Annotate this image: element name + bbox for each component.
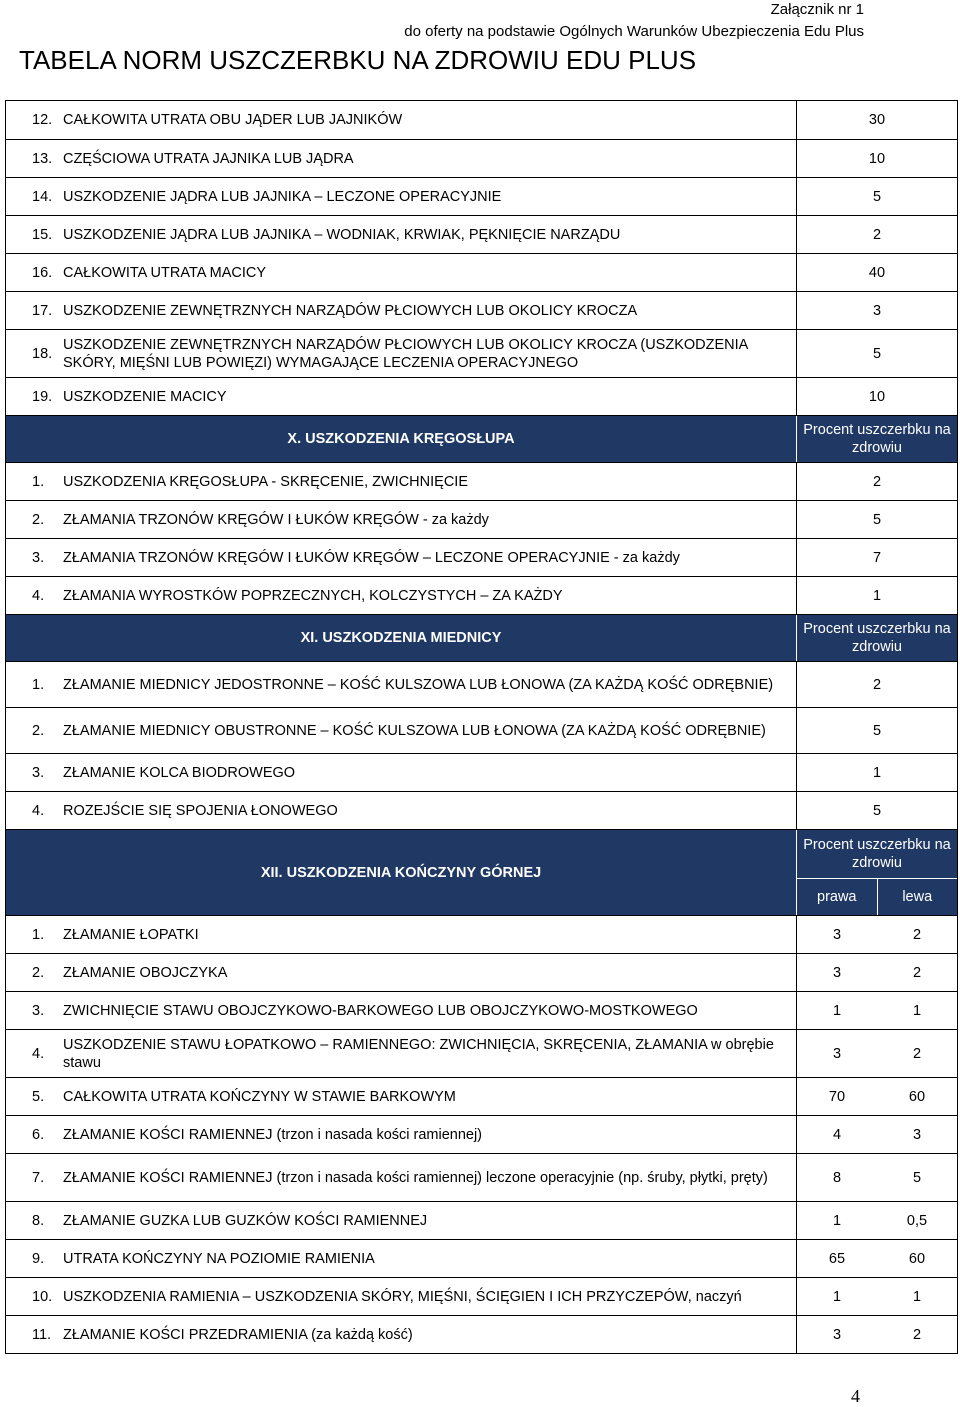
row-text: ZŁAMANIA WYROSTKÓW POPRZECZNYCH, KOLCZYSTYCH – ZA KAŻDY <box>63 587 563 604</box>
row-value <box>797 501 957 538</box>
row-number: 5. <box>32 1088 45 1105</box>
table-row <box>6 707 957 753</box>
table-row <box>6 139 957 177</box>
row-values <box>797 954 957 991</box>
row-description <box>6 992 797 1029</box>
percent-value: 3 <box>872 302 882 319</box>
left-value: 2 <box>912 1045 922 1062</box>
row-text: CAŁKOWITA UTRATA MACICY <box>63 264 267 281</box>
table-row <box>6 953 957 991</box>
row-number: 19. <box>32 388 53 405</box>
row-number: 11. <box>32 1326 52 1343</box>
row-description <box>6 140 797 177</box>
row-text: ROZEJŚCIE SIĘ SPOJENIA ŁONOWEGO <box>63 802 338 819</box>
left-value: 3 <box>912 1126 922 1143</box>
row-values <box>797 1316 957 1353</box>
row-number: 18. <box>32 345 53 362</box>
left-value: 60 <box>908 1250 926 1267</box>
left-value: 1 <box>912 1288 922 1305</box>
row-values <box>797 992 957 1029</box>
row-description <box>6 1078 797 1115</box>
row-values <box>797 1202 957 1239</box>
table-row <box>6 1077 957 1115</box>
table-row <box>6 791 957 829</box>
percent-header-label: Procent uszczerbku na zdrowiu <box>803 837 951 871</box>
right-value: 3 <box>832 964 842 981</box>
percent-value: 10 <box>868 150 886 167</box>
table-row <box>6 538 957 576</box>
left-value: 1 <box>912 1002 922 1019</box>
row-description <box>6 954 797 991</box>
left-side-label: lewa <box>902 889 933 905</box>
row-value <box>797 140 957 177</box>
table-row <box>6 1239 957 1277</box>
row-number: 4. <box>32 1045 45 1062</box>
row-description <box>6 501 797 538</box>
annex-note: do oferty na podstawie Ogólnych Warunków Ubezpieczenia Edu Plus <box>404 23 864 40</box>
table-row <box>6 661 957 707</box>
percent-header-label: Procent uszczerbku na zdrowiu <box>803 621 951 655</box>
percent-value: 5 <box>872 802 882 819</box>
row-text: ZŁAMANIE GUZKA LUB GUZKÓW KOŚCI RAMIENNEJ <box>63 1212 428 1229</box>
injury-norms-table <box>5 100 958 1354</box>
row-number: 16. <box>32 264 53 281</box>
row-text: CAŁKOWITA UTRATA KOŃCZYNY W STAWIE BARKOWYM <box>63 1088 456 1105</box>
row-value <box>797 792 957 829</box>
row-text: USZKODZENIE STAWU ŁOPATKOWO – RAMIENNEGO: ZWICHNIĘCIA, SKRĘCENIA, ZŁAMANIA w obrębie stawu <box>63 1036 774 1071</box>
percent-value: 7 <box>872 549 882 566</box>
row-text: CZĘŚCIOWA UTRATA JAJNIKA LUB JĄDRA <box>63 150 354 167</box>
row-value <box>797 330 957 377</box>
row-value <box>797 708 957 753</box>
table-row <box>6 753 957 791</box>
table-row <box>6 1315 957 1353</box>
row-value <box>797 577 957 614</box>
percent-value: 5 <box>872 511 882 528</box>
row-value <box>797 292 957 329</box>
percent-value: 30 <box>868 112 886 128</box>
section-title: XII. USZKODZENIA KOŃCZYNY GÓRNEJ <box>6 830 797 915</box>
percent-value: 5 <box>872 188 882 205</box>
row-description <box>6 216 797 253</box>
row-description <box>6 378 797 415</box>
row-text: ZŁAMANIE KOŚCI PRZEDRAMIENIA (za każdą kość) <box>63 1326 413 1343</box>
row-number: 9. <box>32 1250 45 1267</box>
row-description <box>6 1154 797 1201</box>
row-description <box>6 292 797 329</box>
row-number: 2. <box>32 964 45 981</box>
row-text: UTRATA KOŃCZYNY NA POZIOMIE RAMIENIA <box>63 1250 375 1267</box>
row-value <box>797 216 957 253</box>
row-number: 13. <box>32 150 53 167</box>
table-row <box>6 991 957 1029</box>
row-values <box>797 1154 957 1201</box>
row-number: 8. <box>32 1212 45 1229</box>
section-header-x <box>6 415 957 462</box>
row-description <box>6 792 797 829</box>
row-number: 3. <box>32 764 45 781</box>
row-text: USZKODZENIE MACICY <box>63 388 227 405</box>
table-row <box>6 1153 957 1201</box>
row-description <box>6 662 797 707</box>
row-number: 2. <box>32 722 45 739</box>
row-text: ZŁAMANIE KOŚCI RAMIENNEJ (trzon i nasada kości ramiennej) <box>63 1126 483 1143</box>
row-number: 14. <box>32 188 53 205</box>
percent-value: 2 <box>872 676 882 693</box>
percent-value: 1 <box>872 764 882 781</box>
row-text: USZKODZENIA KRĘGOSŁUPA - SKRĘCENIE, ZWICHNIĘCIE <box>63 473 468 490</box>
percent-value: 40 <box>868 264 886 281</box>
row-number: 17. <box>32 302 53 319</box>
table-row <box>6 253 957 291</box>
left-value: 2 <box>912 964 922 981</box>
table-row <box>6 215 957 253</box>
row-text: ZŁAMANIE OBOJCZYKA <box>63 964 228 981</box>
percent-column-header <box>797 830 957 915</box>
row-value <box>797 378 957 415</box>
row-description <box>6 577 797 614</box>
row-number: 12. <box>32 112 53 128</box>
row-text: ZŁAMANIE KOŚCI RAMIENNEJ (trzon i nasada kości ramiennej) leczone operacyjnie (np. śruby, płytki, pręty) <box>63 1169 768 1186</box>
table-row <box>6 177 957 215</box>
table-row <box>6 915 957 953</box>
percent-value: 10 <box>868 388 886 405</box>
row-description <box>6 1240 797 1277</box>
table-row <box>6 500 957 538</box>
section-header-xi <box>6 614 957 661</box>
row-description <box>6 754 797 791</box>
row-description <box>6 101 797 139</box>
row-number: 4. <box>32 587 45 604</box>
right-value: 3 <box>832 926 842 943</box>
percent-header-label: Procent uszczerbku na zdrowiu <box>803 422 951 456</box>
row-number: 10. <box>32 1288 53 1305</box>
annex-label: Załącznik nr 1 <box>770 1 864 18</box>
right-value: 1 <box>832 1212 842 1229</box>
row-value <box>797 254 957 291</box>
right-value: 1 <box>832 1288 842 1305</box>
row-description <box>6 708 797 753</box>
percent-value: 2 <box>872 226 882 243</box>
row-value <box>797 539 957 576</box>
row-values <box>797 1116 957 1153</box>
row-description <box>6 1116 797 1153</box>
page-number: 4 <box>851 1386 860 1406</box>
percent-column-header <box>797 615 957 661</box>
right-side-label: prawa <box>797 879 878 915</box>
left-value: 60 <box>908 1088 926 1105</box>
row-number: 3. <box>32 1002 45 1019</box>
row-values <box>797 1240 957 1277</box>
left-value: 5 <box>912 1169 922 1186</box>
row-description <box>6 1278 797 1315</box>
row-number: 4. <box>32 802 45 819</box>
row-number: 7. <box>32 1169 45 1186</box>
row-description <box>6 330 797 377</box>
row-text: USZKODZENIE JĄDRA LUB JAJNIKA – LECZONE OPERACYJNIE <box>63 188 502 205</box>
row-description <box>6 178 797 215</box>
row-text: USZKODZENIE ZEWNĘTRZNYCH NARZĄDÓW PŁCIOWYCH LUB OKOLICY KROCZA <box>63 302 638 319</box>
row-description <box>6 463 797 500</box>
row-text: USZKODZENIA RAMIENIA – USZKODZENIA SKÓRY, MIĘŚNI, ŚCIĘGIEN I ICH PRZYCZEPÓW, naczyń <box>63 1288 742 1305</box>
row-value <box>797 178 957 215</box>
page-title: TABELA NORM USZCZERBKU NA ZDROWIU EDU PLUS <box>19 45 697 75</box>
row-value <box>797 754 957 791</box>
row-number: 1. <box>32 926 45 943</box>
row-text: USZKODZENIE JĄDRA LUB JAJNIKA – WODNIAK, KRWIAK, PĘKNIĘCIE NARZĄDU <box>63 226 621 243</box>
row-description <box>6 254 797 291</box>
row-description <box>6 1030 797 1077</box>
table-row <box>6 291 957 329</box>
section-header-xii <box>6 829 957 915</box>
row-text: ZŁAMANIE ŁOPATKI <box>63 926 199 943</box>
table-row <box>6 101 957 139</box>
side-labels <box>797 878 957 915</box>
right-value: 70 <box>828 1088 846 1105</box>
row-values <box>797 916 957 953</box>
row-text: ZŁAMANIA TRZONÓW KRĘGÓW I ŁUKÓW KRĘGÓW – LECZONE OPERACYJNIE - za każdy <box>63 549 680 566</box>
row-text: USZKODZENIE ZEWNĘTRZNYCH NARZĄDÓW PŁCIOWYCH LUB OKOLICY KROCZA (USZKODZENIA SKÓRY, MIĘŚNI LUB POWIĘZI) WYMAGAJĄCE LECZENIA OPERACYJNEGO <box>63 336 748 371</box>
row-number: 6. <box>32 1126 45 1143</box>
right-value: 8 <box>832 1169 842 1186</box>
row-number: 1. <box>32 473 45 490</box>
table-row <box>6 377 957 415</box>
table-row <box>6 1115 957 1153</box>
row-text: ZŁAMANIE MIEDNICY JEDOSTRONNE – KOŚĆ KULSZOWA LUB ŁONOWA (ZA KAŻDĄ KOŚĆ ODRĘBNIE) <box>63 676 774 693</box>
table-row <box>6 462 957 500</box>
right-value: 1 <box>832 1002 842 1019</box>
row-values <box>797 1078 957 1115</box>
right-value: 3 <box>832 1326 842 1343</box>
right-value: 4 <box>832 1126 842 1143</box>
row-number: 2. <box>32 511 45 528</box>
row-text: ZŁAMANIE KOLCA BIODROWEGO <box>63 764 296 781</box>
section-title: X. USZKODZENIA KRĘGOSŁUPA <box>6 416 797 462</box>
table-row <box>6 1029 957 1077</box>
row-value <box>797 463 957 500</box>
left-value: 2 <box>912 926 922 943</box>
table-row <box>6 329 957 377</box>
row-text: ZŁAMANIA TRZONÓW KRĘGÓW I ŁUKÓW KRĘGÓW - za każdy <box>63 511 489 528</box>
percent-value: 2 <box>872 473 882 490</box>
percent-column-header <box>797 416 957 462</box>
left-value: 2 <box>912 1326 922 1343</box>
row-value <box>797 101 957 139</box>
right-value: 3 <box>832 1045 842 1062</box>
table-row <box>6 1201 957 1239</box>
percent-value: 5 <box>872 722 882 739</box>
row-number: 15. <box>32 226 53 243</box>
row-description <box>6 539 797 576</box>
table-row <box>6 1277 957 1315</box>
table-row <box>6 576 957 614</box>
row-description <box>6 916 797 953</box>
right-value: 65 <box>828 1250 846 1267</box>
section-title: XI. USZKODZENIA MIEDNICY <box>6 615 797 661</box>
row-number: 3. <box>32 549 45 566</box>
row-values <box>797 1278 957 1315</box>
row-description <box>6 1202 797 1239</box>
row-text: ZWICHNIĘCIE STAWU OBOJCZYKOWO-BARKOWEGO LUB OBOJCZYKOWO-MOSTKOWEGO <box>63 1002 698 1019</box>
row-text: ZŁAMANIE MIEDNICY OBUSTRONNE – KOŚĆ KULSZOWA LUB ŁONOWA (ZA KAŻDĄ KOŚĆ ODRĘBNIE) <box>63 722 766 739</box>
row-description <box>6 1316 797 1353</box>
row-number: 1. <box>32 676 45 693</box>
percent-value: 5 <box>872 345 882 362</box>
percent-value: 1 <box>872 587 882 604</box>
row-text: CAŁKOWITA UTRATA OBU JĄDER LUB JAJNIKÓW <box>63 112 403 128</box>
left-value: 0,5 <box>906 1212 928 1229</box>
row-value <box>797 662 957 707</box>
row-values <box>797 1030 957 1077</box>
